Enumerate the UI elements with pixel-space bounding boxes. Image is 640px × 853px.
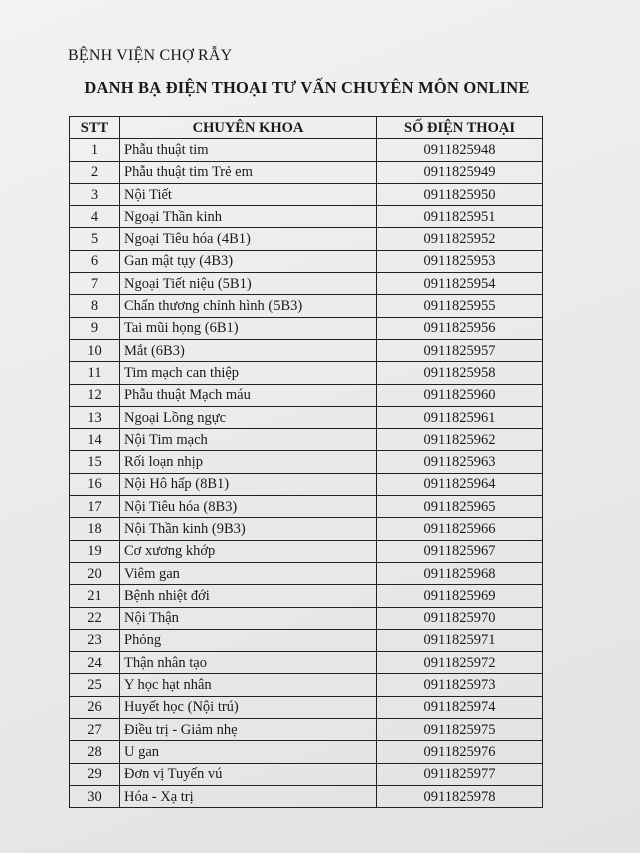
table-row [70,518,543,540]
row-phone: 0911825972 [377,652,543,674]
row-stt: 29 [70,763,120,785]
table-row [70,696,543,718]
row-phone: 0911825950 [377,183,543,205]
row-specialty: Nội Thần kinh (9B3) [120,518,377,540]
table-row [70,406,543,428]
row-phone: 0911825952 [377,228,543,250]
row-phone: 0911825953 [377,250,543,272]
row-specialty: Thận nhân tạo [120,652,377,674]
row-phone: 0911825962 [377,429,543,451]
row-specialty: Ngoại Lồng ngực [120,406,377,428]
table-row [70,183,543,205]
table-row [70,741,543,763]
row-phone: 0911825968 [377,562,543,584]
row-phone: 0911825958 [377,362,543,384]
table-row [70,585,543,607]
table-row [70,763,543,785]
row-stt: 30 [70,785,120,807]
row-specialty: Đơn vị Tuyến vú [120,763,377,785]
row-specialty: Y học hạt nhân [120,674,377,696]
row-specialty: Nội Tim mạch [120,429,377,451]
row-phone: 0911825951 [377,206,543,228]
row-phone: 0911825949 [377,161,543,183]
row-phone: 0911825955 [377,295,543,317]
table-row [70,629,543,651]
table-row [70,562,543,584]
row-phone: 0911825969 [377,585,543,607]
table-row [70,317,543,339]
row-specialty: Rối loạn nhịp [120,451,377,473]
row-stt: 9 [70,317,120,339]
row-specialty: Ngoại Thần kinh [120,206,377,228]
table-row [70,719,543,741]
header-specialty: CHUYÊN KHOA [120,117,377,139]
row-phone: 0911825954 [377,273,543,295]
row-phone: 0911825948 [377,139,543,161]
table-row [70,295,543,317]
row-stt: 17 [70,496,120,518]
row-stt: 14 [70,429,120,451]
row-phone: 0911825957 [377,339,543,361]
document-title: DANH BẠ ĐIỆN THOẠI TƯ VẤN CHUYÊN MÔN ONLINE [84,78,530,97]
table-row [70,607,543,629]
row-phone: 0911825976 [377,741,543,763]
row-stt: 21 [70,585,120,607]
row-specialty: Nội Hô hấp (8B1) [120,473,377,495]
row-specialty: Chấn thương chỉnh hình (5B3) [120,295,377,317]
table-row [70,785,543,807]
table-row [70,362,543,384]
row-specialty: U gan [120,741,377,763]
row-phone: 0911825974 [377,696,543,718]
table-header-row [70,117,543,139]
table-row [70,540,543,562]
row-stt: 13 [70,406,120,428]
row-phone: 0911825978 [377,785,543,807]
row-specialty: Tai mũi họng (6B1) [120,317,377,339]
table-body [70,139,543,808]
row-specialty: Điều trị - Giảm nhẹ [120,719,377,741]
row-stt: 8 [70,295,120,317]
row-specialty: Gan mật tụy (4B3) [120,250,377,272]
header-stt: STT [70,117,120,139]
row-phone: 0911825965 [377,496,543,518]
row-stt: 3 [70,183,120,205]
row-phone: 0911825973 [377,674,543,696]
row-stt: 6 [70,250,120,272]
row-stt: 19 [70,540,120,562]
table-row [70,139,543,161]
table-row [70,496,543,518]
row-phone: 0911825960 [377,384,543,406]
table-row [70,451,543,473]
row-stt: 5 [70,228,120,250]
row-specialty: Ngoại Tiết niệu (5B1) [120,273,377,295]
row-specialty: Tim mạch can thiệp [120,362,377,384]
row-specialty: Viêm gan [120,562,377,584]
row-phone: 0911825956 [377,317,543,339]
row-phone: 0911825977 [377,763,543,785]
header-phone: SỐ ĐIỆN THOẠI [377,117,543,139]
row-stt: 16 [70,473,120,495]
row-specialty: Hóa - Xạ trị [120,785,377,807]
table-row [70,228,543,250]
table-row [70,161,543,183]
row-stt: 26 [70,696,120,718]
row-stt: 27 [70,719,120,741]
table-row [70,473,543,495]
row-specialty: Phỏng [120,629,377,651]
row-stt: 15 [70,451,120,473]
row-stt: 25 [70,674,120,696]
table-row [70,652,543,674]
row-phone: 0911825967 [377,540,543,562]
row-stt: 7 [70,273,120,295]
row-specialty: Phẫu thuật Mạch máu [120,384,377,406]
row-specialty: Ngoại Tiêu hóa (4B1) [120,228,377,250]
table-row [70,429,543,451]
row-stt: 28 [70,741,120,763]
table-row [70,206,543,228]
row-specialty: Nội Tiết [120,183,377,205]
row-stt: 12 [70,384,120,406]
row-stt: 2 [70,161,120,183]
row-phone: 0911825970 [377,607,543,629]
hospital-name: BỆNH VIỆN CHỢ RẪY [68,47,233,64]
row-specialty: Bệnh nhiệt đới [120,585,377,607]
row-specialty: Phẫu thuật tim Trẻ em [120,161,377,183]
row-phone: 0911825963 [377,451,543,473]
row-stt: 22 [70,607,120,629]
table-row [70,250,543,272]
row-phone: 0911825964 [377,473,543,495]
row-stt: 1 [70,139,120,161]
row-specialty: Nội Tiêu hóa (8B3) [120,496,377,518]
table-row [70,339,543,361]
row-phone: 0911825966 [377,518,543,540]
row-specialty: Mắt (6B3) [120,339,377,361]
row-stt: 24 [70,652,120,674]
phone-directory-table [69,116,543,808]
row-specialty: Nội Thận [120,607,377,629]
row-specialty: Cơ xương khớp [120,540,377,562]
row-specialty: Huyết học (Nội trú) [120,696,377,718]
row-stt: 11 [70,362,120,384]
row-specialty: Phẫu thuật tim [120,139,377,161]
row-stt: 23 [70,629,120,651]
row-stt: 4 [70,206,120,228]
row-phone: 0911825961 [377,406,543,428]
row-phone: 0911825971 [377,629,543,651]
row-stt: 20 [70,562,120,584]
row-stt: 10 [70,339,120,361]
row-phone: 0911825975 [377,719,543,741]
table-row [70,674,543,696]
table-row [70,273,543,295]
table-row [70,384,543,406]
row-stt: 18 [70,518,120,540]
